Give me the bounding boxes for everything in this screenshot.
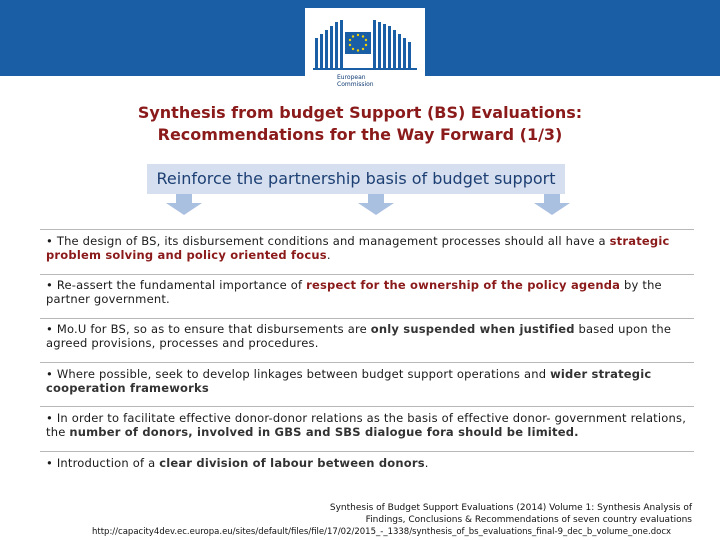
source-line2: Findings, Conclusions & Recommendations of seven country evaluations	[365, 515, 692, 525]
divider	[40, 229, 694, 230]
divider	[40, 274, 694, 275]
banner-text: Reinforce the partnership basis of budget support	[156, 169, 556, 188]
logo-text	[337, 74, 374, 88]
recommendation-item: • Re-assert the fundamental importance of respect for the ownership of the policy agenda by the partner government.	[46, 278, 662, 306]
recommendation-item: • Where possible, seek to develop linkages between budget support operations and wider strategic cooperation frameworks	[46, 367, 652, 395]
logo-line1: European	[337, 74, 366, 81]
building-icon	[313, 16, 417, 74]
source-url: http://capacity4dev.ec.europa.eu/sites/default/files/file/17/02/2015_-_1338/synthesis_of_bs_evaluations_final-9_dec_b_volume_one.docx	[92, 527, 672, 537]
divider	[40, 318, 694, 319]
source-line1: Synthesis of Budget Support Evaluations (2014) Volume 1: Synthesis Analysis of	[329, 503, 692, 513]
title-line1: Synthesis from budget Support (BS) Evaluations:	[137, 103, 583, 122]
logo-line2: Commission	[337, 81, 374, 88]
recommendation-item: • The design of BS, its disbursement conditions and management processes should all have a strategic problem solving and policy oriented focus.	[46, 234, 670, 262]
section-banner	[147, 164, 565, 194]
slide-title	[100, 102, 620, 146]
title-line2: Recommendations for the Way Forward (1/3)	[157, 125, 563, 144]
down-arrow-icon	[164, 194, 204, 216]
down-arrow-icon	[532, 194, 572, 216]
divider	[40, 406, 694, 407]
recommendation-item: • In order to facilitate effective donor-donor relations as the basis of effective donor- government relations, the number of donors, involved in GBS and SBS dialogue fora should be limited.	[46, 411, 687, 439]
source-citation	[52, 502, 692, 526]
divider	[40, 451, 694, 452]
divider	[40, 362, 694, 363]
down-arrow-icon	[356, 194, 396, 216]
recommendation-item: • Introduction of a clear division of labour between donors.	[46, 456, 429, 470]
european-commission-logo	[305, 8, 425, 98]
recommendation-item: • Mo.U for BS, so as to ensure that disbursements are only suspended when justified based upon the agreed provisions, processes and procedures.	[46, 322, 672, 350]
